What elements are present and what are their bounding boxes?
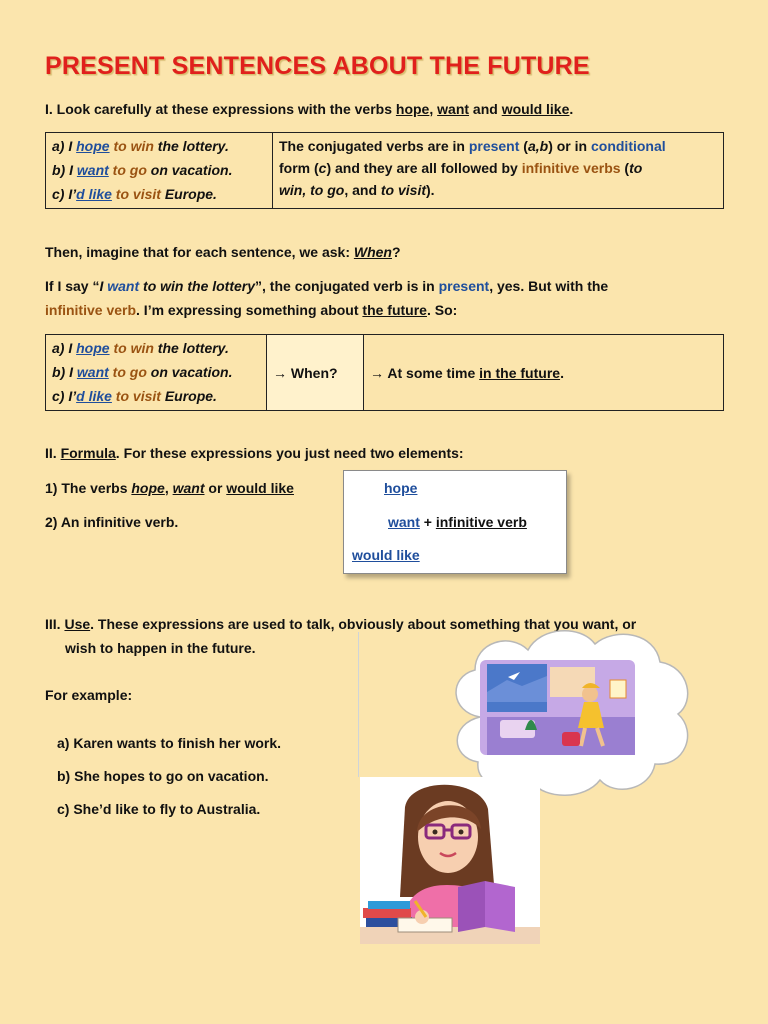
example-b: b) She hopes to go on vacation. <box>57 768 269 784</box>
verb-hope: hope <box>395 101 430 117</box>
verb-want: want <box>437 101 470 117</box>
divider-line <box>358 632 359 777</box>
infinitive-line: infinitive verb. I’m expressing something about the future. So: <box>45 302 458 318</box>
sentence-c: c) I’d like to visit Europe. <box>52 388 217 404</box>
formula-would-like: would like <box>352 547 420 563</box>
formula-item-2: 2) An infinitive verb. <box>45 514 179 530</box>
if-i-say-line: If I say “I want to win the lottery”, the conjugated verb is in present, yes. But with the <box>45 278 609 294</box>
page-title: PRESENT SENTENCES ABOUT THE FUTURE <box>45 52 590 80</box>
answer-cell: → At some time in the future. <box>364 335 724 411</box>
section-1-intro: I. Look carefully at these expressions with the verbs hope, want and would like. <box>45 101 574 117</box>
formula-hope: hope <box>384 480 418 496</box>
sentence-b: b) I want to go on vacation. <box>52 162 233 178</box>
formula-item-1: 1) The verbs hope, want or would like <box>45 480 294 496</box>
sentence-b: b) I want to go on vacation. <box>52 364 233 380</box>
explanation-cell: The conjugated verbs are in present (a,b) or in conditional form (c) and they are all followed by infinitive verbs (to win, to go, and to visit). <box>273 133 724 209</box>
example-sentences-cell-2 <box>46 335 267 411</box>
example-sentences-cell <box>46 133 273 209</box>
examples-table-1 <box>45 132 724 209</box>
section-3-heading: III. Use. These expressions are used to talk, obviously about something that you want, or <box>45 616 637 632</box>
vacation-scene <box>480 660 635 755</box>
girl-studying-illustration <box>360 777 540 944</box>
for-example-label: For example: <box>45 687 133 703</box>
example-a: a) Karen wants to finish her work. <box>57 735 282 751</box>
formula-box <box>343 470 567 574</box>
section-2-heading: II. Formula. For these expressions you just need two elements: <box>45 445 464 461</box>
sentence-c: c) I’d like to visit Europe. <box>52 186 217 202</box>
verb-would-like: would like <box>501 101 570 117</box>
examples-table-2 <box>45 334 724 411</box>
section-3-continuation: wish to happen in the future. <box>65 640 256 656</box>
sentence-a: a) I hope to win the lottery. <box>52 138 229 154</box>
when-cell: → When? <box>267 335 364 411</box>
example-c: c) She’d like to fly to Australia. <box>57 801 261 817</box>
sentence-a: a) I hope to win the lottery. <box>52 340 229 356</box>
formula-want-row: want + infinitive verb <box>388 514 527 530</box>
then-question-line: Then, imagine that for each sentence, we ask: When? <box>45 244 401 260</box>
